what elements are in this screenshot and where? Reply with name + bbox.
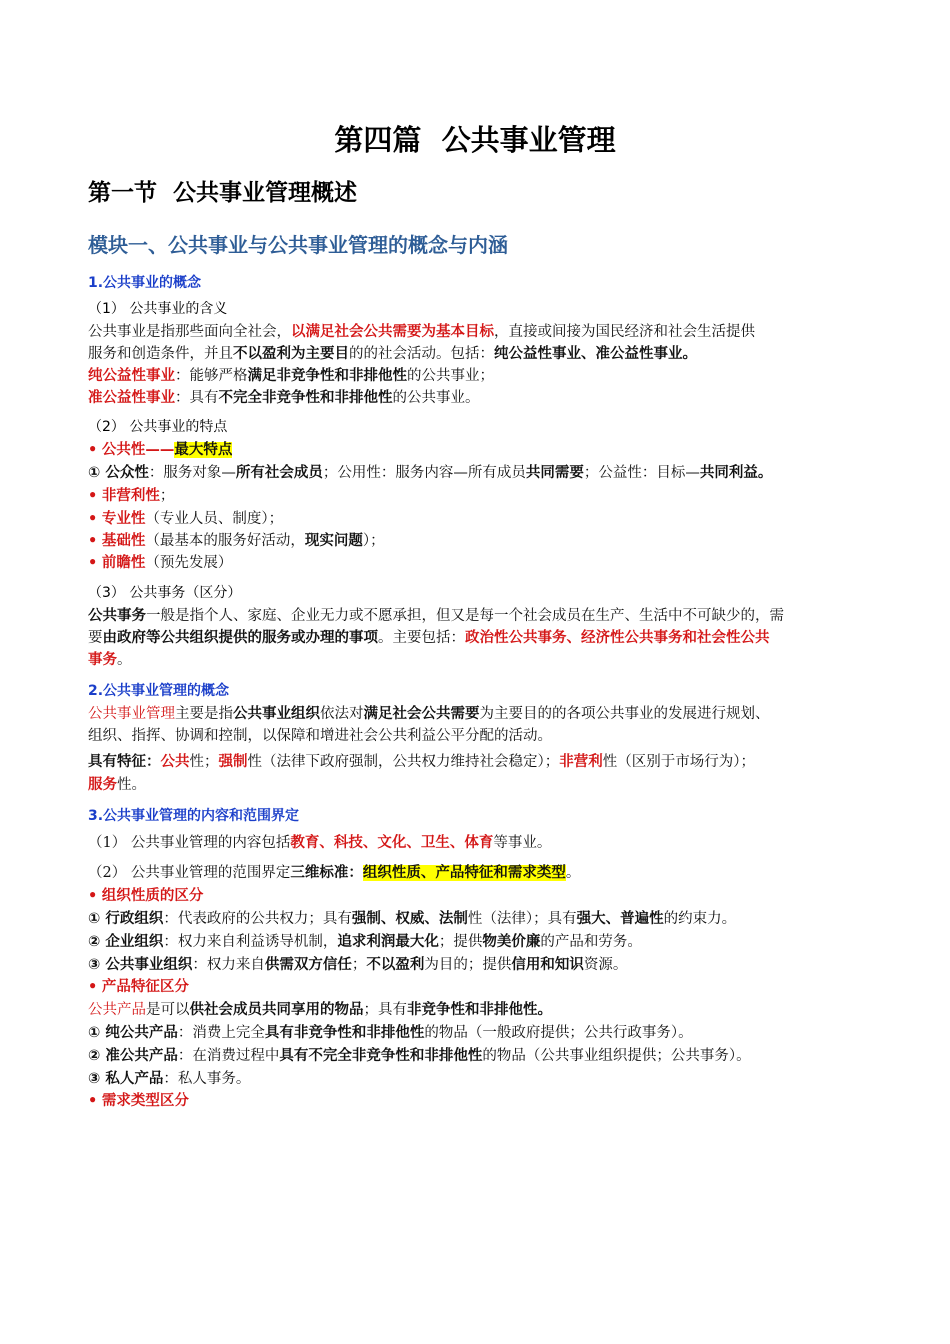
page-title: 第四篇 公共事业管理 [334, 123, 616, 157]
para-line: （2） 公共事业管理的范围界定三维标准：组织性质、产品特征和需求类型。 [88, 865, 581, 881]
bullet-item: • 需求类型区分 [88, 1092, 189, 1109]
bullet-item: • 基础性（最基本的服务好活动，现实问题）； [88, 532, 385, 549]
bullet-item: • 产品特征区分 [88, 978, 189, 995]
bullet-item: • 前瞻性（预先发展） [88, 554, 233, 571]
para-line: ② 企业组织：权力来自利益诱导机制，追求利润最大化；提供物美价廉的产品和劳务。 [88, 934, 642, 950]
module-title: 模块一、公共事业与公共事业管理的概念与内涵 [88, 233, 508, 257]
heading-3: 3.公共事业管理的内容和范围界定 [88, 808, 300, 824]
para-line: （1） 公共事业管理的内容包括教育、科技、文化、卫生、体育等事业。 [88, 835, 552, 851]
bullet-item: • 非营利性； [88, 487, 175, 504]
heading-1: 1.公共事业的概念 [88, 275, 202, 291]
bullet-item: • 专业性（专业人员、制度）； [88, 510, 284, 527]
para-line: ① 纯公共产品：消费上完全具有非竞争性和非排他性的物品（一般政府提供；公共行政事务）。 [88, 1025, 693, 1041]
features-line: 具有特征：公共性；强制性（法律下政府强制，公共权力维持社会稳定）；非营利性（区别于市场行为）； [88, 754, 755, 770]
subheading-1-3: （3） 公共事务（区分） [88, 585, 242, 601]
para-line: 事务。 [88, 652, 132, 668]
para-line: 纯公益性事业：能够严格满足非竞争性和非排他性的公共事业； [88, 368, 494, 384]
subheading-1-2: （2） 公共事业的特点 [88, 419, 228, 435]
para-line: 服务和创造条件，并且不以盈利为主要目的的社会活动。包括：纯公益性事业、准公益性事业。 [88, 346, 697, 362]
para-line: ② 准公共产品：在消费过程中具有不完全非竞争性和非排他性的物品（公共事业组织提供；公共事务）。 [88, 1048, 751, 1064]
features-line: 服务性。 [88, 777, 146, 793]
section-title: 第一节 公共事业管理概述 [88, 180, 358, 206]
para-line: 组织、指挥、协调和控制，以保障和增进社会公共利益公平分配的活动。 [88, 728, 552, 744]
bullet-item: • 公共性——最大特点 [88, 441, 233, 458]
subheading-1-1: （1） 公共事业的含义 [88, 301, 228, 317]
para-line: ① 行政组织：代表政府的公共权力；具有强制、权威、法制性（法律）；具有强大、普遍性的约束力。 [88, 911, 737, 927]
heading-2: 2.公共事业管理的概念 [88, 683, 230, 699]
bullet-item: • 组织性质的区分 [88, 887, 204, 904]
para-line: 公共产品是可以供社会成员共同享用的物品；具有非竞争性和非排他性。 [88, 1002, 552, 1018]
para-line: ③ 私人产品：私人事务。 [88, 1071, 251, 1087]
para-line: ① 公众性：服务对象—所有社会成员；公用性：服务内容—所有成员共同需要；公益性：目标—共同利益。 [88, 465, 773, 481]
para-line: 公共事务一般是指个人、家庭、企业无力或不愿承担，但又是每一个社会成员在生产、生活中不可缺少的，需 [88, 608, 784, 624]
para-line: 要由政府等公共组织提供的服务或办理的事项。主要包括：政治性公共事务、经济性公共事务和社会性公共 [88, 630, 770, 646]
para-line: 准公益性事业：具有不完全非竞争性和非排他性的公共事业。 [88, 390, 480, 406]
para-line: ③ 公共事业组织：权力来自供需双方信任；不以盈利为目的；提供信用和知识资源。 [88, 957, 628, 973]
para-line: 公共事业是指那些面向全社会，以满足社会公共需要为基本目标，直接或间接为国民经济和社会生活提供 [88, 324, 755, 340]
para-line: 公共事业管理主要是指公共事业组织依法对满足社会公共需要为主要目的的各项公共事业的发展进行规划、 [88, 706, 770, 722]
